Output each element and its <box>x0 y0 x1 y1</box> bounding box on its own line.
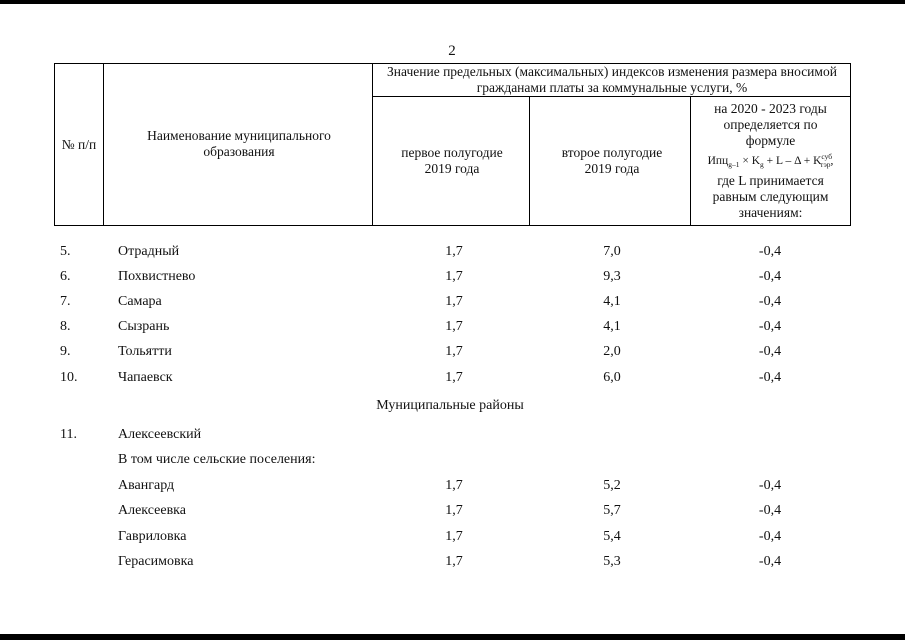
row-name: Алексеевский <box>118 427 202 442</box>
row-value-h1: 1,7 <box>445 244 463 259</box>
formula-tail: , <box>830 154 834 167</box>
row-value-h2: 4,1 <box>603 294 621 309</box>
row-value-h1: 1,7 <box>445 370 463 385</box>
header-col-h3-line2: где L принимается равным следующим значениям: <box>712 173 829 221</box>
row-name: Отрадный <box>118 244 180 259</box>
row-value-h3: -0,4 <box>758 554 782 569</box>
row-number: 6. <box>60 269 71 284</box>
row-number: 9. <box>60 344 71 359</box>
row-value-h2: 2,0 <box>603 344 621 359</box>
row-number: 5. <box>60 244 71 259</box>
row-value-h3: -0,4 <box>758 503 782 518</box>
row-name: Тольятти <box>118 344 172 359</box>
row-value-h2: 4,1 <box>603 319 621 334</box>
row-value-h2: 9,3 <box>603 269 621 284</box>
formula-base: Ипц <box>707 154 729 167</box>
row-value-h3: -0,4 <box>758 294 782 309</box>
row-value-h2: 5,2 <box>603 478 621 493</box>
row-value-h3: -0,4 <box>758 370 782 385</box>
formula-sub1: g–1 <box>728 160 740 170</box>
row-value-h1: 1,7 <box>445 478 463 493</box>
row-value-h3: -0,4 <box>758 478 782 493</box>
table-row <box>0 291 905 315</box>
district-row <box>0 424 905 448</box>
formula-sub3: тэр <box>820 160 831 170</box>
table-row <box>0 367 905 391</box>
row-value-h2: 6,0 <box>603 370 621 385</box>
header-col-name: Наименование муниципального образования <box>147 127 331 159</box>
header-col-h3-line1: на 2020 - 2023 годы определяется по формуле <box>714 100 827 148</box>
row-value-h2: 7,0 <box>603 244 621 259</box>
table-row <box>0 551 905 575</box>
table-row <box>0 316 905 340</box>
row-value-h3: -0,4 <box>758 269 782 284</box>
header-col-number: № п/п <box>61 136 97 152</box>
page-number: 2 <box>448 43 456 59</box>
row-value-h3: -0,4 <box>758 319 782 334</box>
row-value-h1: 1,7 <box>445 294 463 309</box>
section-title: Муниципальные районы <box>376 398 524 413</box>
row-number: 10. <box>60 370 78 385</box>
table-row <box>0 500 905 524</box>
subheading: В том числе сельские поселения: <box>118 452 316 467</box>
table-row <box>0 526 905 550</box>
row-number: 8. <box>60 319 71 334</box>
formula-k: K <box>751 154 761 167</box>
table-row <box>0 475 905 499</box>
row-value-h3: -0,4 <box>758 529 782 544</box>
row-value-h1: 1,7 <box>445 503 463 518</box>
table-header <box>54 63 851 226</box>
formula-sub2: g <box>760 160 764 170</box>
row-value-h1: 1,7 <box>445 319 463 334</box>
table-row <box>0 341 905 365</box>
row-value-h3: -0,4 <box>758 344 782 359</box>
header-col-h1: первое полугодие 2019 года <box>401 145 503 176</box>
row-name: Чапаевск <box>118 370 173 385</box>
bottom-border <box>0 634 905 640</box>
formula: $Ипц_{g-1} \times K_g + L - \Delta + K^{суб}_{тэр}$, <box>707 151 834 170</box>
row-name: Гавриловка <box>118 529 187 544</box>
formula-mid: + L – Δ + K <box>763 154 822 167</box>
row-value-h3: -0,4 <box>758 244 782 259</box>
table-row <box>0 266 905 290</box>
formula-sup3: суб <box>821 151 833 161</box>
row-name: Самара <box>118 294 162 309</box>
table-row <box>0 241 905 265</box>
row-name: Герасимовка <box>118 554 194 569</box>
row-number: 11. <box>60 427 77 442</box>
row-name: Авангард <box>118 478 175 493</box>
row-number: 7. <box>60 294 71 309</box>
top-border <box>0 0 905 4</box>
row-value-h1: 1,7 <box>445 554 463 569</box>
row-value-h1: 1,7 <box>445 529 463 544</box>
row-name: Похвистнево <box>118 269 196 284</box>
header-col-h3 <box>691 97 850 225</box>
header-col-h2: второе полугодие 2019 года <box>561 145 663 176</box>
row-value-h2: 5,7 <box>603 503 621 518</box>
row-value-h1: 1,7 <box>445 344 463 359</box>
header-group-title: Значение предельных (максимальных) индексов изменения размера вносимой гражданами платы за коммунальные услуги, % <box>387 64 837 95</box>
row-value-h2: 5,4 <box>603 529 621 544</box>
subheading-row <box>0 449 905 473</box>
row-name: Сызрань <box>118 319 170 334</box>
row-name: Алексеевка <box>118 503 186 518</box>
row-value-h2: 5,3 <box>603 554 621 569</box>
row-value-h1: 1,7 <box>445 269 463 284</box>
